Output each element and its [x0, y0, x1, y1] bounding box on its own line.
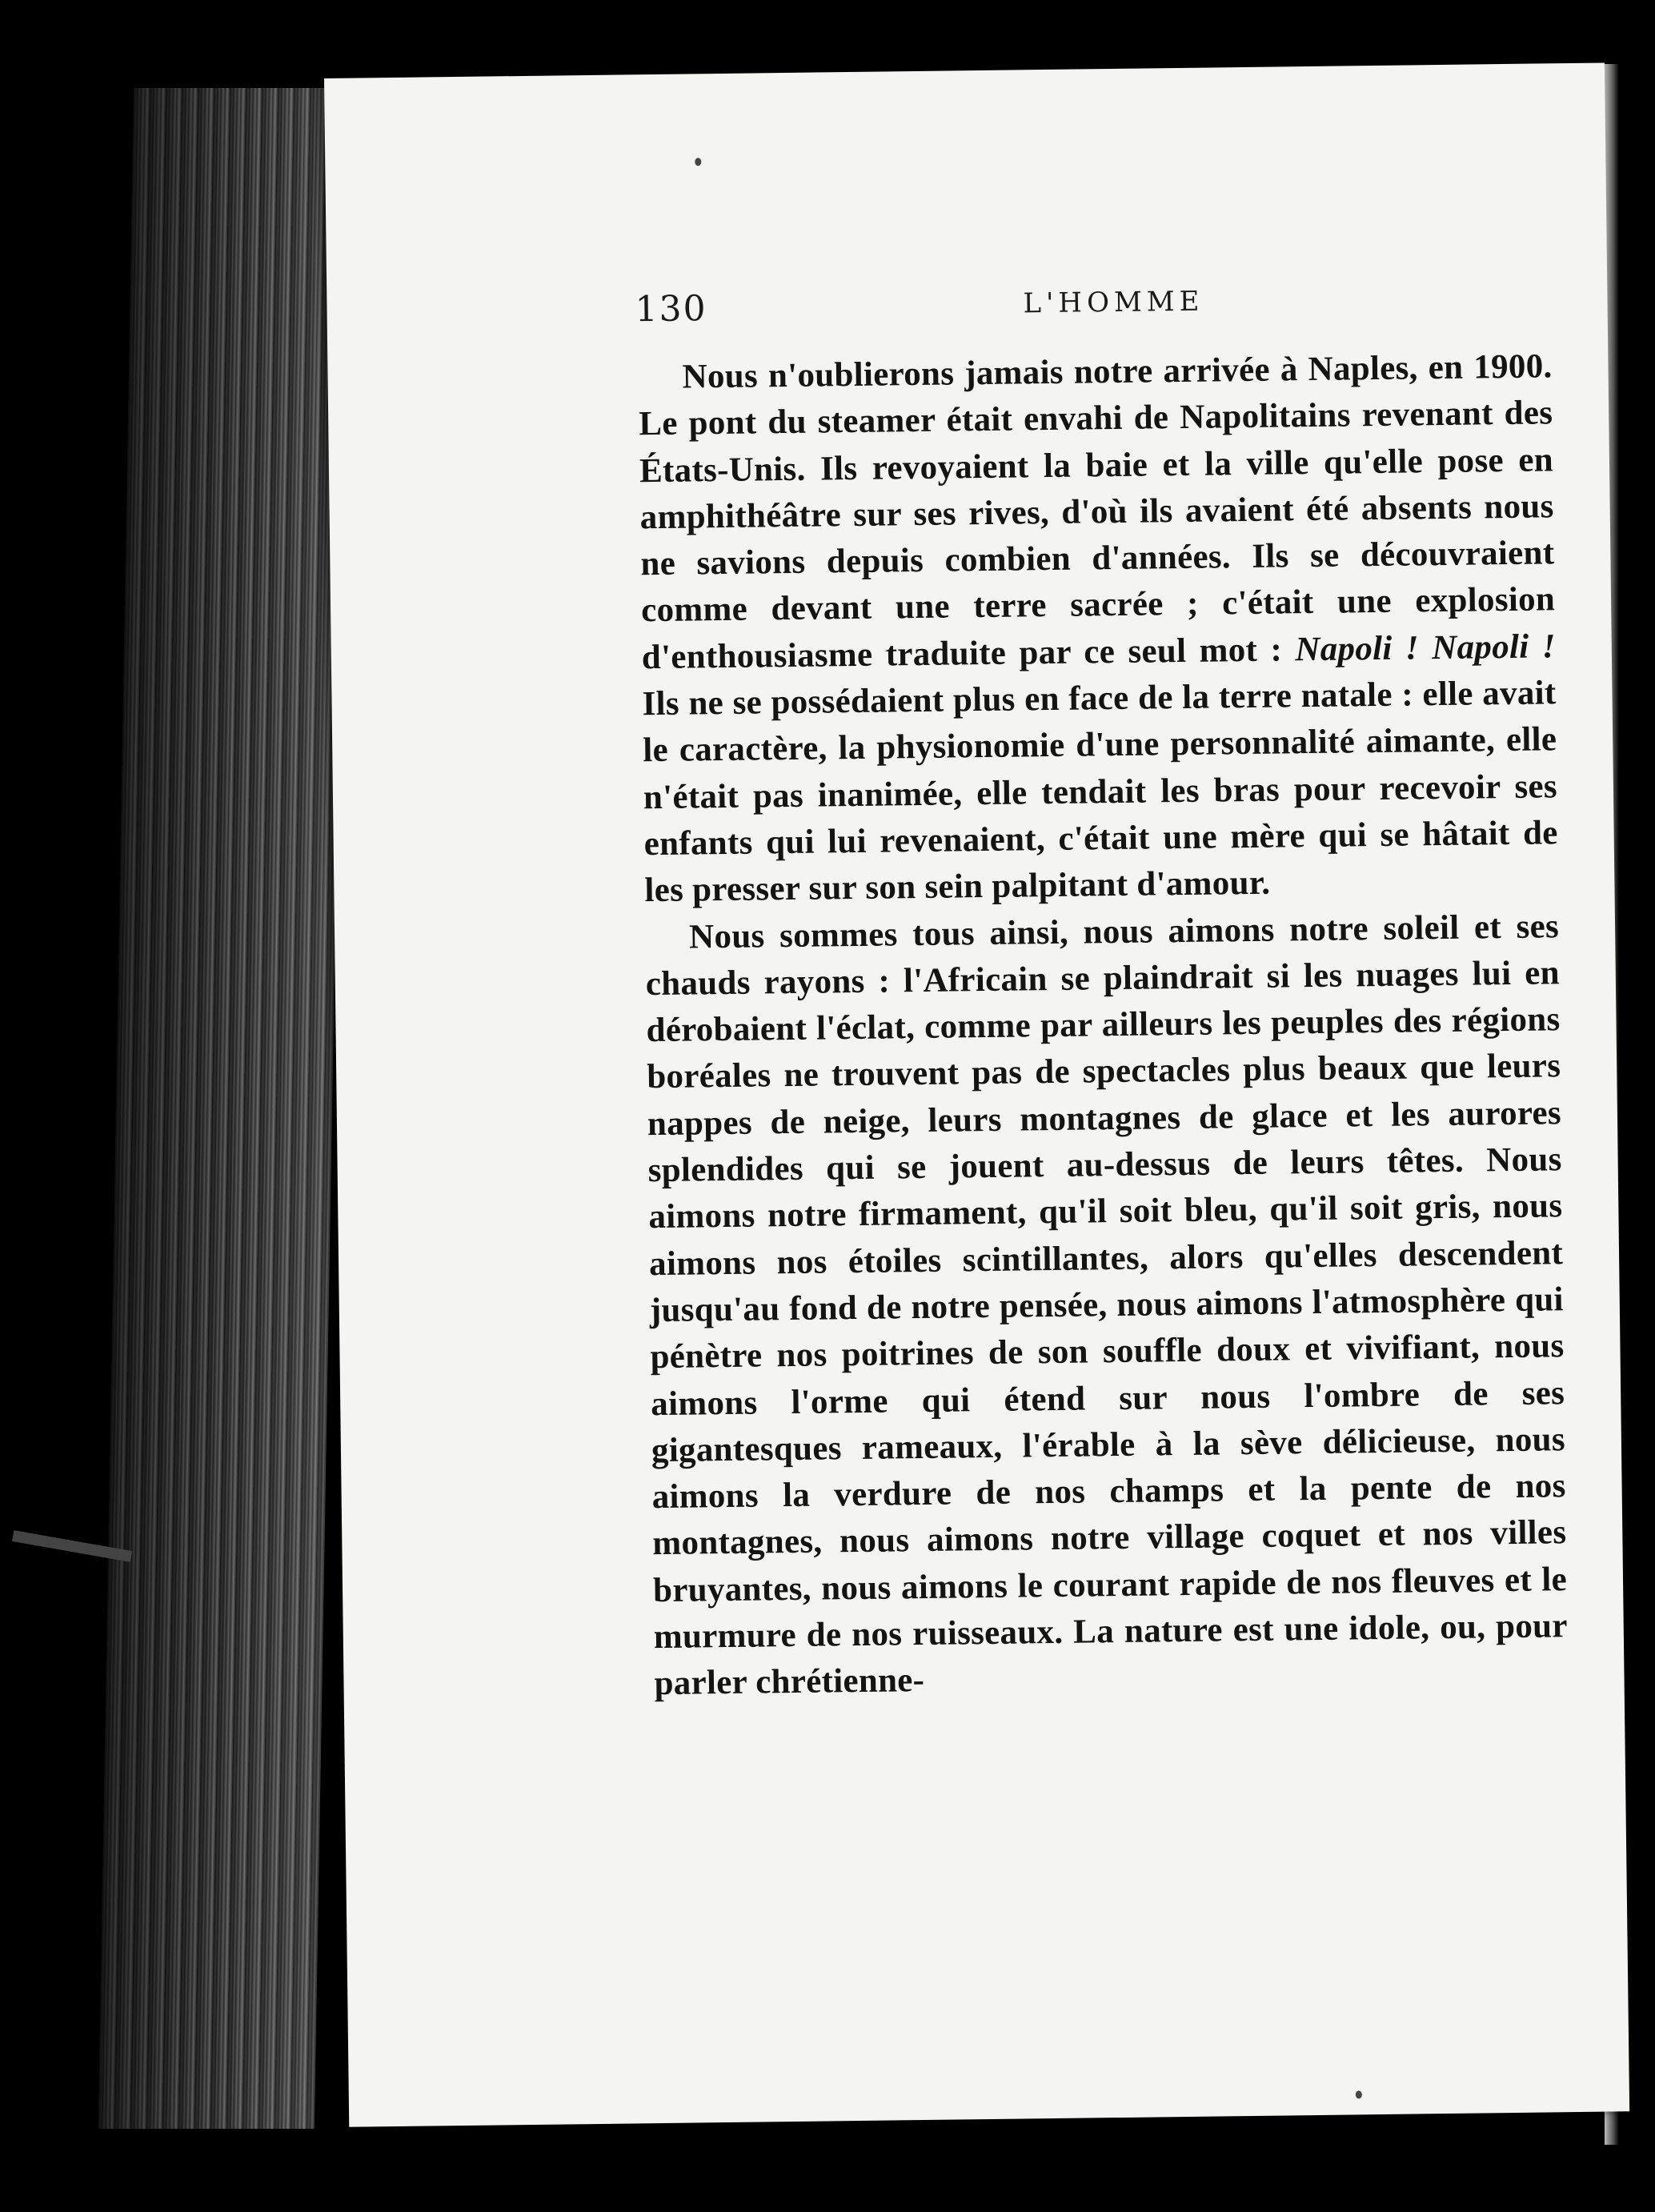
running-head: [635, 274, 1655, 337]
ink-speck: [695, 158, 701, 166]
paragraph: [638, 343, 1558, 914]
paragraph: [645, 904, 1569, 1708]
paragraph-text: Nous n'oublierons jamais notre arrivée à Naples, en 1900. Le pont du steamer était envahi de Napolitains revenant des États-Unis. Ils revoyaient la baie et la ville qu'elle pose en amphithéâtre sur ses rives, d'où ils avaient été absents nous ne savions depuis combien d'années. Ils se découvraient comme devant une terre sacrée ; c'était une explosion d'enthousiasme traduite par ce seul mot :: [639, 347, 1556, 676]
paragraph-text: Nous sommes tous ainsi, nous aimons notre soleil et ses chauds rayons : l'Africain se plaindrait si les nuages lui en dérobaient l'éclat, comme par ailleurs les peuples des régions boréales ne trouvent pas de spectacles plus beaux que leurs nappes de neige, leurs montagnes de glace et les aurores splendides qui se jouent au-dessus de leurs têtes. Nous aimons notre firmament, qu'il soit bleu, qu'il soit gris, nous aimons nos étoiles scintillantes, alors qu'elles descendent jusqu'au fond de notre pensée, nous aimons l'atmosphère qui pénètre nos poitrines de son souffle doux et vivifiant, nous aimons l'orme qui étend sur nous l'ombre de ses gigantesques rameaux, l'érable à la sève délicieuse, nous aimons la verdure de nos champs et la pente de nos montagnes, nous aimons notre village coquet et nos villes bruyantes, nous aimons le courant rapide de nos fleuves et le murmure de nos ruisseaux. La nature est une idole, ou, pour parler chrétienne-: [645, 907, 1569, 1703]
ink-speck: [1356, 2090, 1362, 2098]
page-number: 130: [635, 288, 707, 331]
body-text: [638, 343, 1569, 1707]
emphasis-text: Napoli ! Napoli !: [1295, 627, 1557, 669]
paragraph-text: Ils ne se possédaient plus en face de la terre natale : elle avait le caractère, la physionomie d'une personnalité aimante, elle n'était pas inanimée, elle tendait les bras pour recevoir ses enfants qui lui revenaient, c'était une mère qui se hâtait de les presser sur son sein palpitant d'amour.: [642, 674, 1558, 910]
running-head-title: L'HOMME: [1023, 285, 1204, 320]
book-page: [324, 62, 1629, 2126]
book-fore-edge: [98, 88, 351, 2129]
